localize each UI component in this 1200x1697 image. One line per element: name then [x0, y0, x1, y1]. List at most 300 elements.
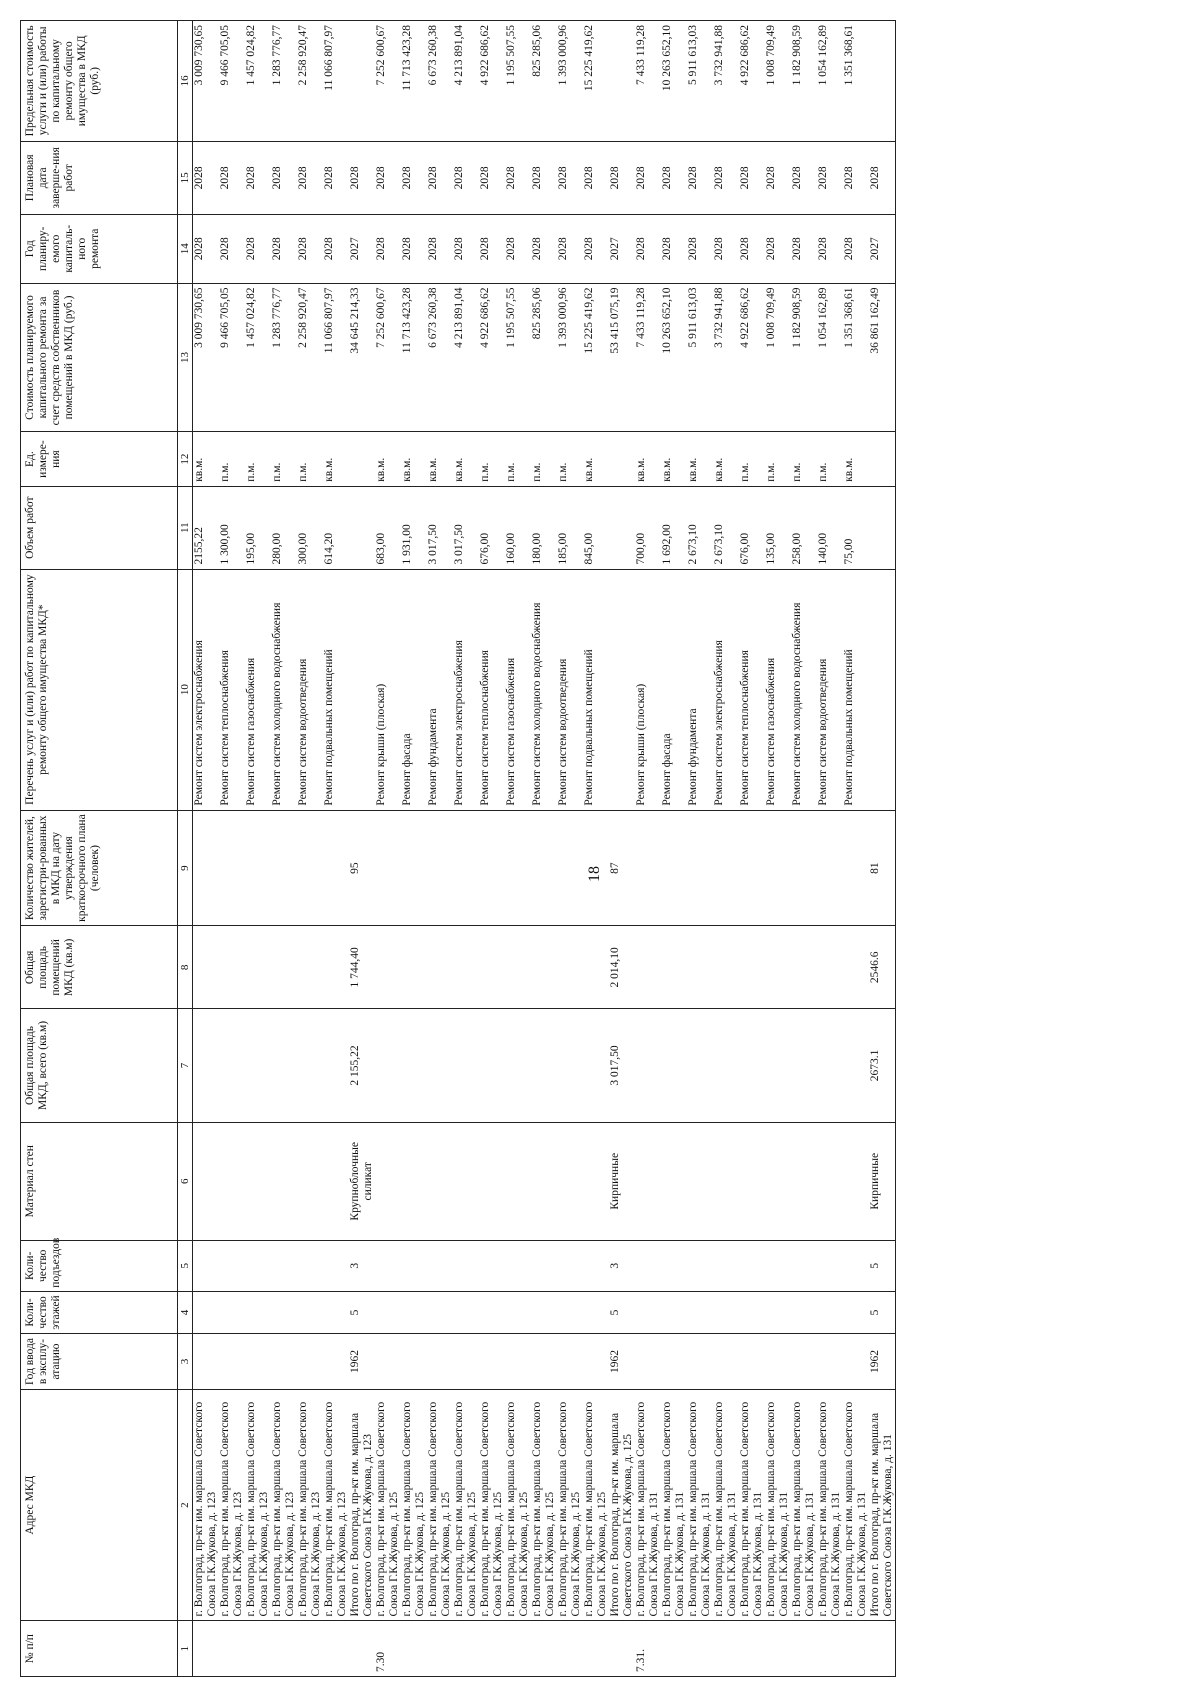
cell-col-7: [323, 1009, 349, 1122]
cell-col-7: [401, 1009, 427, 1122]
cell-col-16: 10 263 652,10: [661, 21, 687, 142]
cell-col-16: 3 732 941,88: [713, 21, 739, 142]
cell-col-7: [739, 1009, 765, 1122]
cell-col-6: Кирпичные: [869, 1122, 896, 1240]
cell-col-11: 195,00: [245, 486, 271, 569]
cell-col-6: [531, 1122, 557, 1240]
cell-col-6: [557, 1122, 583, 1240]
cell-col-3: [713, 1334, 739, 1390]
cell-col-8: [583, 926, 609, 1009]
cell-col-8: [505, 926, 531, 1009]
cell-col-11: 75,00: [843, 486, 869, 569]
cell-col-12: кв.м.: [713, 432, 739, 486]
cell-col-15: 2028: [323, 141, 349, 214]
column-number-4: 4: [178, 1291, 193, 1334]
cell-col-8: [661, 926, 687, 1009]
cell-col-12: кв.м.: [193, 432, 220, 486]
cell-col-4: [193, 1291, 220, 1334]
cell-col-7: [583, 1009, 609, 1122]
cell-col-4: 5: [869, 1291, 896, 1334]
cell-col-13: 4 213 891,04: [453, 283, 479, 432]
cell-col-12: п.м.: [817, 432, 843, 486]
cell-col-5: [635, 1240, 661, 1291]
cell-col-2: Итого по г. Волгоград, пр-кт им. маршала Советского Союза Г.К.Жукова, д. 123: [349, 1389, 375, 1621]
cell-col-15: 2028: [869, 141, 896, 214]
cell-col-3: [687, 1334, 713, 1390]
cell-col-5: 3: [609, 1240, 635, 1291]
cell-col-11: 700,00: [635, 486, 661, 569]
cell-col-12: п.м.: [557, 432, 583, 486]
cell-col-3: [843, 1334, 869, 1390]
cell-col-14: 2028: [479, 214, 505, 283]
cell-col-14: 2028: [219, 214, 245, 283]
cell-col-1: [505, 1621, 531, 1677]
cell-col-11: [349, 486, 375, 569]
cell-col-3: [427, 1334, 453, 1390]
cell-col-10: Ремонт систем теплоснабжения: [479, 569, 505, 810]
cell-col-16: 7 252 600,67: [375, 21, 401, 142]
repair-plan-table-wrapper: [20, 20, 1175, 1677]
cell-col-6: Кирпичные: [609, 1122, 635, 1240]
cell-col-4: [401, 1291, 427, 1334]
cell-col-5: [375, 1240, 401, 1291]
cell-col-13: 1 008 709,49: [765, 283, 791, 432]
cell-col-6: [791, 1122, 817, 1240]
cell-col-10: Ремонт систем газоснабжения: [765, 569, 791, 810]
cell-col-9: [531, 810, 557, 926]
cell-col-1: [479, 1621, 505, 1677]
cell-col-6: [401, 1122, 427, 1240]
cell-col-7: [765, 1009, 791, 1122]
table-row: [453, 21, 479, 1677]
cell-col-16: 5 911 613,03: [687, 21, 713, 142]
cell-col-1: [557, 1621, 583, 1677]
table-row: [271, 21, 297, 1677]
table-row: [661, 21, 687, 1677]
cell-col-4: [791, 1291, 817, 1334]
column-header-11: Объем работ: [21, 486, 178, 569]
cell-col-15: 2028: [531, 141, 557, 214]
column-header-16: Предельная стоимость услуги и (или) работы по капитальному ремонту общего имущества в МКД (руб.): [21, 21, 178, 142]
cell-col-10: Ремонт систем холодного водоснабжения: [531, 569, 557, 810]
total-row: [869, 21, 896, 1677]
cell-col-11: 185,00: [557, 486, 583, 569]
cell-col-2: г. Волгоград, пр-кт им. маршала Советского Союза Г.К.Жукова, д. 131: [817, 1389, 843, 1621]
total-row: [349, 21, 375, 1677]
cell-col-14: 2028: [193, 214, 220, 283]
cell-col-7: [687, 1009, 713, 1122]
cell-col-3: [323, 1334, 349, 1390]
cell-col-4: [531, 1291, 557, 1334]
repair-plan-table: [20, 20, 896, 1677]
cell-col-4: [817, 1291, 843, 1334]
cell-col-8: 2546.6: [869, 926, 896, 1009]
column-number-7: 7: [178, 1009, 193, 1122]
cell-col-6: [661, 1122, 687, 1240]
cell-col-16: 4 922 686,62: [479, 21, 505, 142]
table-row: [297, 21, 323, 1677]
cell-col-13: 1 351 368,61: [843, 283, 869, 432]
cell-col-11: 2 673,10: [687, 486, 713, 569]
column-header-15: Плановая дата заверше-ния работ: [21, 141, 178, 214]
cell-col-16: 1 008 709,49: [765, 21, 791, 142]
cell-col-11: 2155,22: [193, 486, 220, 569]
cell-col-5: [401, 1240, 427, 1291]
cell-col-3: [271, 1334, 297, 1390]
header-row: [21, 21, 178, 1677]
cell-col-12: кв.м.: [687, 432, 713, 486]
cell-col-6: [505, 1122, 531, 1240]
cell-col-7: 2 155,22: [349, 1009, 375, 1122]
cell-col-14: 2028: [427, 214, 453, 283]
column-header-9: Количество жителей, зарегистри-рованных в МКД на дату утверждения краткосрочного плана (человек): [21, 810, 178, 926]
cell-col-7: [245, 1009, 271, 1122]
cell-col-16: 9 466 705,05: [219, 21, 245, 142]
cell-col-6: [765, 1122, 791, 1240]
cell-col-9: [817, 810, 843, 926]
cell-col-6: [375, 1122, 401, 1240]
cell-col-16: [609, 21, 635, 142]
cell-col-6: [453, 1122, 479, 1240]
cell-col-2: г. Волгоград, пр-кт им. маршала Советского Союза Г.К.Жукова, д. 125: [557, 1389, 583, 1621]
cell-col-10: Ремонт фундамента: [687, 569, 713, 810]
cell-col-16: [349, 21, 375, 142]
column-header-1: № п/п: [21, 1621, 178, 1677]
cell-col-14: 2028: [765, 214, 791, 283]
cell-col-5: 5: [869, 1240, 896, 1291]
cell-col-10: Ремонт фасада: [401, 569, 427, 810]
column-header-3: Год ввода в эксплу-атацию: [21, 1334, 178, 1390]
cell-col-13: 53 415 075,19: [609, 283, 635, 432]
cell-col-16: 4 213 891,04: [453, 21, 479, 142]
cell-col-9: [713, 810, 739, 926]
column-number-9: 9: [178, 810, 193, 926]
cell-col-3: [817, 1334, 843, 1390]
cell-col-16: 1 182 908,59: [791, 21, 817, 142]
table-row: [193, 21, 220, 1677]
column-number-14: 14: [178, 214, 193, 283]
column-header-13: Стоимость планируемого капитального ремонта за счет средств собственников помещений в МКД (руб.): [21, 283, 178, 432]
cell-col-15: 2028: [765, 141, 791, 214]
cell-col-10: Ремонт подвальных помещений: [843, 569, 869, 810]
cell-col-4: [635, 1291, 661, 1334]
cell-col-2: г. Волгоград, пр-кт им. маршала Советского Союза Г.К.Жукова, д. 123: [219, 1389, 245, 1621]
cell-col-10: Ремонт систем газоснабжения: [505, 569, 531, 810]
cell-col-6: [323, 1122, 349, 1240]
cell-col-15: 2028: [375, 141, 401, 214]
cell-col-13: 4 922 686,62: [739, 283, 765, 432]
cell-col-2: г. Волгоград, пр-кт им. маршала Советского Союза Г.К.Жукова, д. 123: [271, 1389, 297, 1621]
cell-col-9: 81: [869, 810, 896, 926]
cell-col-8: [271, 926, 297, 1009]
column-number-11: 11: [178, 486, 193, 569]
cell-col-16: 11 713 423,28: [401, 21, 427, 142]
cell-col-9: [687, 810, 713, 926]
cell-col-11: 845,00: [583, 486, 609, 569]
cell-col-13: 1 195 507,55: [505, 283, 531, 432]
cell-col-8: [843, 926, 869, 1009]
cell-col-9: [557, 810, 583, 926]
cell-col-8: [219, 926, 245, 1009]
cell-col-5: [661, 1240, 687, 1291]
cell-col-5: [843, 1240, 869, 1291]
cell-col-3: [661, 1334, 687, 1390]
cell-col-3: [765, 1334, 791, 1390]
cell-col-8: [817, 926, 843, 1009]
cell-col-16: 1 054 162,89: [817, 21, 843, 142]
cell-col-15: 2028: [401, 141, 427, 214]
cell-col-2: г. Волгоград, пр-кт им. маршала Советского Союза Г.К.Жукова, д. 131: [713, 1389, 739, 1621]
cell-col-13: 3 009 730,65: [193, 283, 220, 432]
table-row: [843, 21, 869, 1677]
cell-col-2: г. Волгоград, пр-кт им. маршала Советского Союза Г.К.Жукова, д. 123: [193, 1389, 220, 1621]
cell-col-1: [609, 1621, 635, 1677]
cell-col-14: 2028: [375, 214, 401, 283]
cell-col-11: 683,00: [375, 486, 401, 569]
cell-col-16: [869, 21, 896, 142]
cell-col-4: [713, 1291, 739, 1334]
cell-col-2: г. Волгоград, пр-кт им. маршала Советского Союза Г.К.Жукова, д. 125: [505, 1389, 531, 1621]
cell-col-4: [453, 1291, 479, 1334]
cell-col-9: [401, 810, 427, 926]
cell-col-9: [765, 810, 791, 926]
cell-col-7: [479, 1009, 505, 1122]
cell-col-8: [739, 926, 765, 1009]
table-row: [635, 21, 661, 1677]
cell-col-4: [323, 1291, 349, 1334]
cell-col-10: Ремонт систем электроснабжения: [453, 569, 479, 810]
cell-col-6: [219, 1122, 245, 1240]
cell-col-14: 2028: [739, 214, 765, 283]
cell-col-12: п.м.: [271, 432, 297, 486]
cell-col-8: [687, 926, 713, 1009]
table-row: [739, 21, 765, 1677]
cell-col-4: [271, 1291, 297, 1334]
cell-col-2: г. Волгоград, пр-кт им. маршала Советского Союза Г.К.Жукова, д. 131: [843, 1389, 869, 1621]
cell-col-13: 11 066 807,97: [323, 283, 349, 432]
cell-col-2: г. Волгоград, пр-кт им. маршала Советского Союза Г.К.Жукова, д. 123: [323, 1389, 349, 1621]
cell-col-15: 2028: [687, 141, 713, 214]
cell-col-4: 5: [609, 1291, 635, 1334]
table-row: [687, 21, 713, 1677]
cell-col-14: 2028: [401, 214, 427, 283]
cell-col-9: 95: [349, 810, 375, 926]
cell-col-7: [817, 1009, 843, 1122]
cell-col-11: 614,20: [323, 486, 349, 569]
cell-col-13: 825 285,06: [531, 283, 557, 432]
cell-col-7: [193, 1009, 220, 1122]
cell-col-3: [375, 1334, 401, 1390]
cell-col-4: [583, 1291, 609, 1334]
cell-col-6: [193, 1122, 220, 1240]
cell-col-11: 1 692,00: [661, 486, 687, 569]
cell-col-7: [505, 1009, 531, 1122]
cell-col-9: [193, 810, 220, 926]
column-number-10: 10: [178, 569, 193, 810]
cell-col-7: [661, 1009, 687, 1122]
cell-col-1: [193, 1621, 220, 1677]
column-number-6: 6: [178, 1122, 193, 1240]
cell-col-11: 258,00: [791, 486, 817, 569]
cell-col-8: [557, 926, 583, 1009]
cell-col-14: 2028: [245, 214, 271, 283]
cell-col-1: 7.31.: [635, 1621, 661, 1677]
cell-col-8: [375, 926, 401, 1009]
cell-col-12: кв.м.: [401, 432, 427, 486]
cell-col-3: [739, 1334, 765, 1390]
column-number-2: 2: [178, 1389, 193, 1621]
cell-col-15: 2028: [817, 141, 843, 214]
cell-col-12: кв.м.: [635, 432, 661, 486]
cell-col-5: [271, 1240, 297, 1291]
cell-col-2: г. Волгоград, пр-кт им. маршала Советского Союза Г.К.Жукова, д. 131: [687, 1389, 713, 1621]
cell-col-13: 34 645 214,33: [349, 283, 375, 432]
cell-col-6: [739, 1122, 765, 1240]
cell-col-12: п.м.: [297, 432, 323, 486]
cell-col-5: [453, 1240, 479, 1291]
cell-col-13: 1 393 000,96: [557, 283, 583, 432]
cell-col-1: [453, 1621, 479, 1677]
cell-col-15: 2028: [635, 141, 661, 214]
cell-col-14: 2027: [349, 214, 375, 283]
column-header-8: Общая площадь помещений МКД (кв.м): [21, 926, 178, 1009]
cell-col-4: 5: [349, 1291, 375, 1334]
cell-col-4: [219, 1291, 245, 1334]
cell-col-1: [817, 1621, 843, 1677]
column-number-12: 12: [178, 432, 193, 486]
cell-col-5: [193, 1240, 220, 1291]
cell-col-10: Ремонт систем теплоснабжения: [739, 569, 765, 810]
cell-col-10: [349, 569, 375, 810]
cell-col-12: п.м.: [791, 432, 817, 486]
cell-col-9: [219, 810, 245, 926]
cell-col-11: 135,00: [765, 486, 791, 569]
cell-col-15: 2028: [557, 141, 583, 214]
cell-col-1: [271, 1621, 297, 1677]
cell-col-7: [635, 1009, 661, 1122]
cell-col-1: [687, 1621, 713, 1677]
cell-col-10: Ремонт систем холодного водоснабжения: [791, 569, 817, 810]
table-row: [583, 21, 609, 1677]
cell-col-7: [271, 1009, 297, 1122]
cell-col-12: п.м.: [245, 432, 271, 486]
cell-col-14: 2028: [453, 214, 479, 283]
table-row: [427, 21, 453, 1677]
cell-col-10: Ремонт подвальных помещений: [583, 569, 609, 810]
cell-col-2: г. Волгоград, пр-кт им. маршала Советского Союза Г.К.Жукова, д. 125: [375, 1389, 401, 1621]
cell-col-3: [219, 1334, 245, 1390]
cell-col-14: 2028: [817, 214, 843, 283]
table-row: [817, 21, 843, 1677]
cell-col-11: [609, 486, 635, 569]
cell-col-11: 160,00: [505, 486, 531, 569]
cell-col-10: Ремонт фундамента: [427, 569, 453, 810]
cell-col-2: г. Волгоград, пр-кт им. маршала Советского Союза Г.К.Жукова, д. 125: [453, 1389, 479, 1621]
cell-col-6: [687, 1122, 713, 1240]
cell-col-15: 2028: [791, 141, 817, 214]
cell-col-1: [583, 1621, 609, 1677]
cell-col-8: 1 744,40: [349, 926, 375, 1009]
cell-col-14: 2027: [869, 214, 896, 283]
cell-col-12: кв.м.: [323, 432, 349, 486]
cell-col-11: 140,00: [817, 486, 843, 569]
cell-col-11: 300,00: [297, 486, 323, 569]
cell-col-2: г. Волгоград, пр-кт им. маршала Советского Союза Г.К.Жукова, д. 131: [765, 1389, 791, 1621]
cell-col-12: кв.м.: [453, 432, 479, 486]
cell-col-6: [271, 1122, 297, 1240]
cell-col-10: Ремонт систем газоснабжения: [245, 569, 271, 810]
cell-col-13: 4 922 686,62: [479, 283, 505, 432]
cell-col-9: [375, 810, 401, 926]
column-header-5: Коли-чество подъездов: [21, 1240, 178, 1291]
cell-col-9: [297, 810, 323, 926]
cell-col-2: г. Волгоград, пр-кт им. маршала Советского Союза Г.К.Жукова, д. 131: [661, 1389, 687, 1621]
cell-col-4: [661, 1291, 687, 1334]
cell-col-15: 2028: [583, 141, 609, 214]
cell-col-15: 2028: [609, 141, 635, 214]
cell-col-11: 676,00: [479, 486, 505, 569]
cell-col-8: [401, 926, 427, 1009]
cell-col-3: 1962: [609, 1334, 635, 1390]
cell-col-14: 2028: [661, 214, 687, 283]
column-number-1: 1: [178, 1621, 193, 1677]
cell-col-11: [869, 486, 896, 569]
cell-col-1: [219, 1621, 245, 1677]
column-header-2: Адрес МКД: [21, 1389, 178, 1621]
cell-col-13: 1 054 162,89: [817, 283, 843, 432]
cell-col-6: [635, 1122, 661, 1240]
cell-col-9: [661, 810, 687, 926]
cell-col-12: кв.м.: [661, 432, 687, 486]
cell-col-2: Итого по г. Волгоград, пр-кт им. маршала Советского Союза Г.К.Жукова, д. 125: [609, 1389, 635, 1621]
cell-col-3: 1962: [869, 1334, 896, 1390]
cell-col-7: [219, 1009, 245, 1122]
cell-col-16: 2 258 920,47: [297, 21, 323, 142]
cell-col-10: Ремонт систем холодного водоснабжения: [271, 569, 297, 810]
cell-col-6: [245, 1122, 271, 1240]
cell-col-1: [843, 1621, 869, 1677]
cell-col-1: 7.30: [375, 1621, 401, 1677]
cell-col-9: [635, 810, 661, 926]
cell-col-1: [791, 1621, 817, 1677]
cell-col-3: [505, 1334, 531, 1390]
cell-col-15: 2028: [245, 141, 271, 214]
cell-col-7: [427, 1009, 453, 1122]
cell-col-7: [531, 1009, 557, 1122]
cell-col-14: 2028: [583, 214, 609, 283]
cell-col-7: 2673.1: [869, 1009, 896, 1122]
cell-col-14: 2028: [531, 214, 557, 283]
cell-col-12: кв.м.: [375, 432, 401, 486]
cell-col-15: 2028: [349, 141, 375, 214]
cell-col-15: 2028: [427, 141, 453, 214]
cell-col-16: 1 351 368,61: [843, 21, 869, 142]
cell-col-11: 3 017,50: [453, 486, 479, 569]
cell-col-2: г. Волгоград, пр-кт им. маршала Советского Союза Г.К.Жукова, д. 131: [739, 1389, 765, 1621]
cell-col-2: г. Волгоград, пр-кт им. маршала Советского Союза Г.К.Жукова, д. 125: [427, 1389, 453, 1621]
cell-col-1: [739, 1621, 765, 1677]
cell-col-7: 3 017,50: [609, 1009, 635, 1122]
cell-col-5: [739, 1240, 765, 1291]
cell-col-4: [557, 1291, 583, 1334]
column-number-16: 16: [178, 21, 193, 142]
cell-col-5: [531, 1240, 557, 1291]
column-number-15: 15: [178, 141, 193, 214]
cell-col-2: г. Волгоград, пр-кт им. маршала Советского Союза Г.К.Жукова, д. 123: [297, 1389, 323, 1621]
cell-col-16: 825 285,06: [531, 21, 557, 142]
cell-col-6: [817, 1122, 843, 1240]
cell-col-11: 2 673,10: [713, 486, 739, 569]
